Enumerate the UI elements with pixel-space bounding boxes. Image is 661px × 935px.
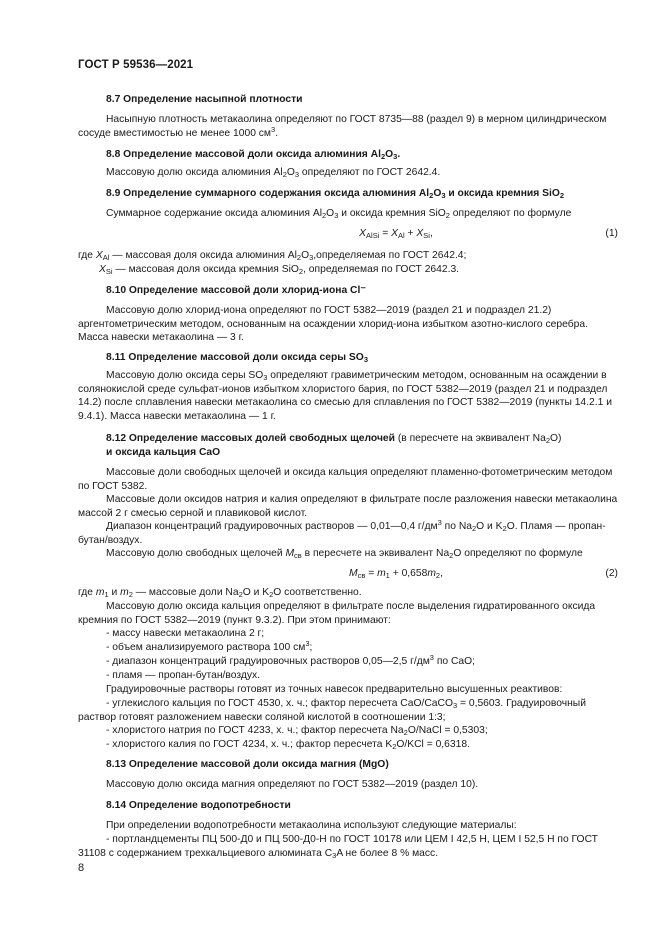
list-item: - диапазон концентраций градуировочных растворов 0,05—2,5 $г/дм^3$ по CaO; (106, 653, 476, 667)
section-8-9-text: Суммарное содержание оксида алюминия $Al_2O_3$ и оксида кремния SiO$_2$ определяют по формуле (106, 208, 572, 220)
formula-1 (78, 227, 618, 241)
section-8-10-heading: 8.10 Определение массовой доли хлорид-иона Cl⁻ (106, 285, 366, 296)
section-8-9-heading: 8.9 Определение суммарного содержания оксида алюминия $Al_2O_3$ и оксида кремния SiO$_2$ (106, 188, 565, 200)
section-8-12-text-5: Массовую долю оксида кальция определяют в фильтрате после выделения гидратированного оксида кремния по ГОСТ 5382—2019 (пункт 9.3.2). При этом принимают: (78, 601, 596, 626)
formula-2 (78, 567, 618, 581)
section-8-12-text-1: Массовые доли свободных щелочей и оксида кальция определяют пламенно-фотометрическим методом по ГОСТ 5382. (78, 467, 613, 492)
section-8-7-heading: 8.7 Определение насыпной плотности (106, 94, 303, 105)
formula-2-number: (2) (605, 568, 618, 579)
section-8-13-heading: 8.13 Определение массовой доли оксида магния (MgO) (106, 759, 389, 770)
section-8-14-text-1: При определении водопотребности метакаолина используют следующие материалы: (106, 820, 517, 831)
section-8-11-text: Массовую долю оксида серы $SO_3$ определяют гравиметрическим методом, основанным на осаждении в солянокислой среде сульфат-ионов избытком хлористого бария, по ГОСТ 5382—2019 (раздел 21 и подраздел 14.2) после сплавления навески метакаолина со смесью для сплавления по ГОСТ 5382—2019 (пункты 14.2.1 и 9.4.1). Масса навески метакаолина — 1 г. (78, 370, 612, 422)
list-item: - массу навески метакаолина 2 г; (106, 628, 265, 639)
list-item: - пламя — пропан-бутан/воздух. (106, 670, 261, 681)
formula-2-expression: $M_{св} = m_1 + 0,658m_2$, (349, 568, 443, 580)
formula-1-expression: $X_{AlSi} = X_{Al} + X_{Si}$, (359, 228, 433, 240)
list-item: - углекислого кальция по ГОСТ 4530, х. ч.; фактор пересчета CaO/CaCO$_3$ = 0,5603. Градуировочный раствор готовят разложением навески соляной кислотой в соотношении 1:3; (78, 698, 586, 723)
section-8-7-text: Насыпную плотность метакаолина определяют по ГОСТ 8735—88 (раздел 9) в мерном цилиндрическом сосуде вместимостью не менее 1000 $см^3$. (78, 114, 607, 139)
section-8-12-heading: 8.12 Определение массовых долей свободных щелочей (в пересчете на эквивалент $Na_2O$) (106, 433, 562, 445)
where-x-al: где $X_{Al}$ — массовая доля оксида алюминия $Al_2O_3,определяемая$ по ГОСТ 2642.4; (78, 250, 467, 262)
section-8-8-heading: 8.8 Определение массовой доли оксида алюминия $Al_2O_3$. (106, 149, 401, 161)
section-8-12-text-4: Массовую долю свободных щелочей $M_{св}$ в пересчете на эквивалент $Na_2O$ определяют по формуле (106, 548, 583, 560)
section-8-12-text-2: Массовые доли оксидов натрия и калия определяют в фильтрате после разложения навески метакаолина массой 2 г смесью серной и плавиковой кислот. (78, 494, 618, 519)
section-8-14-text-2: - портландцементы ПЦ 500-Д0 и ПЦ 500-Д0-Н по ГОСТ 10178 или ЦЕМ I 42,5 Н, ЦЕМ I 52,5 Н по ГОСТ 31108 с содержанием трехкальциевого алюмината $C_3A$ не более 8 % масс. (78, 834, 598, 860)
section-8-14-heading: 8.14 Определение водопотребности (106, 800, 291, 811)
where-m1-m2: где $m_1$ и $m_2$ — массовые доли $Na_2O$ и $K_2O$ соответственно. (78, 587, 362, 599)
page-number: 8 (78, 862, 85, 874)
section-8-12-text-6: Градуировочные растворы готовят из точных навесок предварительно высушенных реактивов: (106, 684, 563, 695)
section-8-12-text-3: Диапазон концентраций градуировочных растворов — 0,01—0,4 $г/дм^3$ по $Na_2O$ и $K_2O$. Пламя — пропан-бутан/воздух. (78, 518, 606, 546)
section-8-13-text: Массовую долю оксида магния определяют по ГОСТ 5382—2019 (раздел 10). (106, 779, 479, 790)
list-item: - хлористого натрия по ГОСТ 4233, х. ч.; фактор пересчета $Na_2O$/NaCl = 0,5303; (106, 725, 488, 737)
section-8-11-heading: 8.11 Определение массовой доли оксида серы $SO_3$ (106, 352, 368, 364)
where-x-si: $X_{Si}$ — массовая доля оксида кремния SiO$_2$, определяемая по ГОСТ 2642.3. (99, 264, 460, 276)
list-item: - хлористого калия по ГОСТ 4234, х. ч.; фактор пересчета $K_2O$/KCl = 0,6318. (106, 739, 470, 751)
list-item: - объем анализируемого раствора 100 $см^3$; (106, 639, 313, 653)
running-header: ГОСТ Р 59536—2021 (78, 59, 194, 71)
section-8-12-heading-line2: и оксида кальция CaO (106, 447, 221, 458)
formula-1-number: (1) (605, 228, 618, 239)
section-8-8-text: Массовую долю оксида алюминия $Al_2O_3$ определяют по ГОСТ 2642.4. (106, 167, 441, 179)
section-8-10-text: Массовую долю хлорид-иона определяют по ГОСТ 5382—2019 (раздел 21 и подраздел 21.2) аргентометрическим методом, основанным на осаждении хлорид-иона избытком азотно-кислого серебра. Масса навески метакаолина — 3 г. (78, 305, 588, 344)
